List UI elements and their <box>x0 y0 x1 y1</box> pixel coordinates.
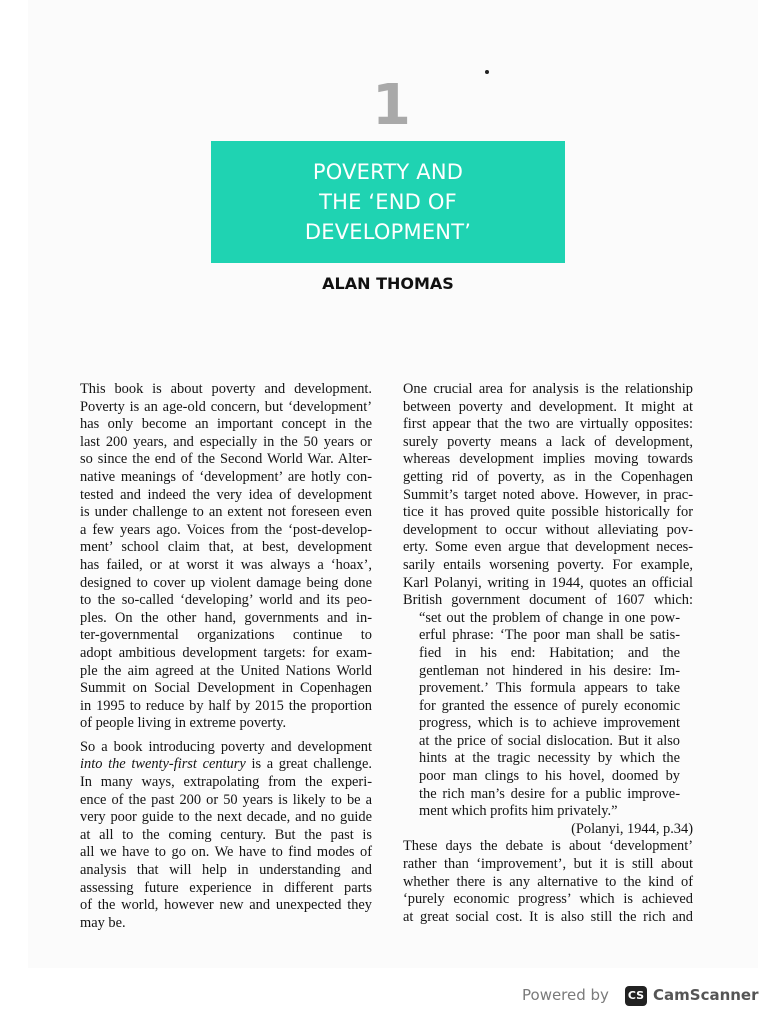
body-line: first appear that the two are virtually opposites: <box>403 416 693 433</box>
body-line: So a book introducing poverty and development <box>80 738 372 755</box>
body-line: of people living in extreme poverty. <box>80 715 287 732</box>
body-line: between poverty and development. It might at <box>403 398 693 415</box>
body-line: native meanings of ‘development’ are hotly con- <box>80 468 372 485</box>
body-line: last 200 years, and especially in the 50 years or <box>80 433 372 450</box>
chapter-number: 1 <box>372 73 411 138</box>
body-line: whether there is any alternative to the kind of <box>403 873 693 890</box>
body-line: Poverty is an age-old concern, but ‘development’ <box>80 398 372 415</box>
body-line: has only become an important concept in the <box>80 416 372 433</box>
italic-phrase: into the twenty-first century <box>80 756 246 773</box>
body-line: tice it has proved quite possible historically for <box>403 504 693 521</box>
body-line: One crucial area for analysis is the relationship <box>403 381 693 397</box>
body-line: progress, which is to achieve improvement <box>419 715 680 732</box>
body-line: ment’ school claim that, at best, development <box>80 539 372 556</box>
right-column <box>403 381 693 926</box>
body-line: at great social cost. It is also still the rich and <box>403 908 693 925</box>
body-line: poor man clings to his hovel, doomed by <box>419 768 680 785</box>
body-line: fied in his end: Habitation; and the <box>419 644 680 661</box>
body-line: ‘purely economic progress’ which is achieved <box>403 891 693 908</box>
body-line: hints at the tragic necessity by which the <box>419 750 680 767</box>
body-line: designed to cover up violent damage being done <box>80 574 372 591</box>
body-line: ence of the past 200 or 50 years is likely to be a <box>80 791 372 808</box>
body-line: assessing future experience in different parts <box>80 879 372 896</box>
body-line: Summit on Social Development in Copenhagen <box>80 680 372 697</box>
body-paragraph <box>403 381 693 610</box>
scan-speck <box>485 70 489 74</box>
body-line: Karl Polanyi, writing in 1944, quotes an official <box>403 574 693 591</box>
body-line: ples. On the other hand, governments and in- <box>80 609 372 626</box>
body-line: so since the end of the Second World War. Alter- <box>80 451 372 468</box>
body-line: gentleman not hindered in his desire: Im- <box>419 662 680 679</box>
body-line: getting rid of poverty, as in the Copenhagen <box>403 468 693 485</box>
body-line: Summit’s target noted above. However, in prac- <box>403 486 693 503</box>
chapter-title-line: DEVELOPMENT’ <box>304 220 472 244</box>
body-line: provement.’ This formula appears to take <box>419 680 680 697</box>
chapter-author: ALAN THOMAS <box>322 274 454 293</box>
body-line: has failed, or at worst it was always a ‘hoax’, <box>80 556 372 573</box>
left-column <box>80 381 372 932</box>
body-line: “set out the problem of change in one pow- <box>419 609 680 626</box>
body-line: adopt ambitious development targets: for exam- <box>80 644 372 661</box>
body-line: a few years ago. Voices from the ‘post-develop- <box>80 521 372 538</box>
camscanner-brand: CamScanner <box>653 986 759 1004</box>
body-line: very poor guide to the next decade, and no guide <box>80 809 372 826</box>
chapter-title-box <box>211 141 565 263</box>
body-line: erty. Some even argue that development neces- <box>403 539 693 556</box>
body-line: whereas development implies moving towards <box>403 451 693 468</box>
body-line: British government document of 1607 which: <box>403 592 693 609</box>
body-line: surely poverty means a lack of development, <box>403 433 693 450</box>
body-line: is under challenge to an extent not foreseen even <box>80 504 372 521</box>
body-line: sarily entails worsening poverty. For example, <box>403 556 693 573</box>
body-line: In many ways, extrapolating from the experi- <box>80 774 372 791</box>
body-line: analysis that will help in understanding and <box>80 862 372 879</box>
block-quote <box>419 610 680 821</box>
body-line: at the price of social dislocation. But it also <box>419 732 680 749</box>
body-line: for granted the essence of purely economic <box>419 697 680 714</box>
camscanner-logo-icon: CS <box>625 986 647 1006</box>
body-line: These days the debate is about ‘development’ <box>403 838 693 855</box>
body-line: into the twenty-first century is a great challenge. <box>80 756 372 773</box>
body-line: erful phrase: ‘The poor man shall be satis- <box>419 627 680 644</box>
body-line: This book is about poverty and development. <box>80 381 372 397</box>
quote-citation: (Polanyi, 1944, p.34) <box>571 820 693 837</box>
body-line: may be. <box>80 914 126 931</box>
powered-by-label: Powered by <box>522 986 609 1004</box>
body-line: development to occur without alleviating pov- <box>403 521 693 538</box>
body-paragraph <box>403 838 693 926</box>
body-paragraph <box>80 381 372 733</box>
body-line: rather than ‘improvement’, but it is still about <box>403 856 693 873</box>
body-line: the rich man’s desire for a public improve- <box>419 785 680 802</box>
body-line: ment which profits him privately.” <box>419 803 618 820</box>
body-line: ter-governmental organizations continue to <box>80 627 372 644</box>
body-paragraph <box>80 774 372 932</box>
chapter-title-line: POVERTY AND <box>312 160 464 184</box>
body-line: of the world, however new and unexpected they <box>80 897 372 914</box>
body-line: all we have to go on. We have to find modes of <box>80 844 372 861</box>
body-line: in 1995 to reduce by half by 2015 the proportion <box>80 697 372 714</box>
body-line: at all to the coming century. But the past is <box>80 826 372 843</box>
body-line: ple the aim agreed at the United Nations World <box>80 662 372 679</box>
chapter-title-line: THE ‘END OF <box>319 190 457 214</box>
body-line: tested and indeed the very idea of development <box>80 486 372 503</box>
body-line: to the so-called ‘developing’ world and its peo- <box>80 592 372 609</box>
